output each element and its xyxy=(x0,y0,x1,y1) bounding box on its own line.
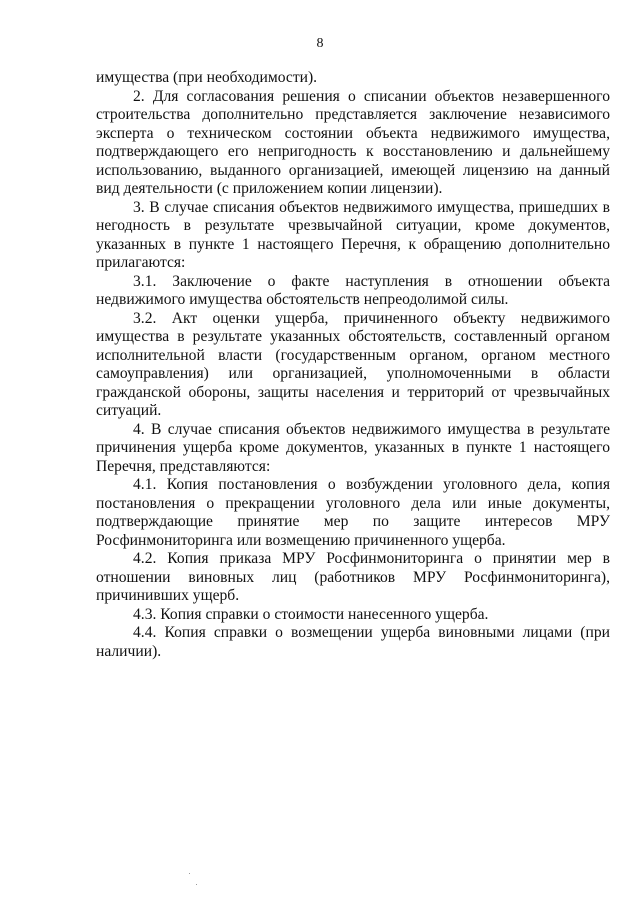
paragraph-4-3: 4.3. Копия справки о стоимости нанесенного ущерба. xyxy=(133,605,489,623)
document-body xyxy=(96,69,610,661)
paragraph-4-2: 4.2. Копия приказа МРУ Росфинмониторинга о принятии мер в отношении виновных лиц (работников МРУ Росфинмониторинга), причинивших ущерб. xyxy=(96,550,610,604)
paragraph-2: 2. Для согласования решения о списании объектов незавершенного строительства дополнительно представляется заключение независимого эксперта о техническом состоянии объекта недвижимого имущества, подтверждающего его непригодность к восстановлению и дальнейшему использованию, выданного организацией, имеющей лицензию на данный вид деятельности (с приложением копии лицензии). xyxy=(96,87,610,197)
paragraph-4: 4. В случае списания объектов недвижимого имущества в результате причинения ущерба кроме документов, указанных в пункте 1 настоящего Перечня, представляются: xyxy=(96,420,610,475)
scan-speck xyxy=(189,873,190,874)
paragraph-4-4: 4.4. Копия справки о возмещении ущерба виновными лицами (при наличии). xyxy=(96,624,610,660)
paragraph-3: 3. В случае списания объектов недвижимого имущества, пришедших в негодность в результате чрезвычайной ситуации, кроме документов, указанных в пункте 1 настоящего Перечня, к обращению дополнительно прилагаются: xyxy=(96,198,610,271)
paragraph-4-1: 4.1. Копия постановления о возбуждении уголовного дела, копия постановления о прекращении уголовного дела или иные документы, подтверждающие принятие мер по защите интересов МРУ Росфинмониторинга или возмещению причиненного ущерба. xyxy=(96,476,610,549)
paragraph-continuation: имущества (при необходимости). xyxy=(96,69,318,86)
page-number: 8 xyxy=(316,36,324,51)
scan-speck xyxy=(196,884,197,885)
paragraph-3-1: 3.1. Заключение о факте наступления в отношении объекта недвижимого имущества обстоятельств непреодолимой силы. xyxy=(96,272,610,308)
paragraph-3-2: 3.2. Акт оценки ущерба, причиненного объекту недвижимого имущества в результате указанных обстоятельств, составленный органом исполнительной власти (государственным органом, органом местного самоуправления) или организацией, уполномоченными в области гражданской обороны, защиты населения и территорий от чрезвычайных ситуаций. xyxy=(96,309,610,419)
